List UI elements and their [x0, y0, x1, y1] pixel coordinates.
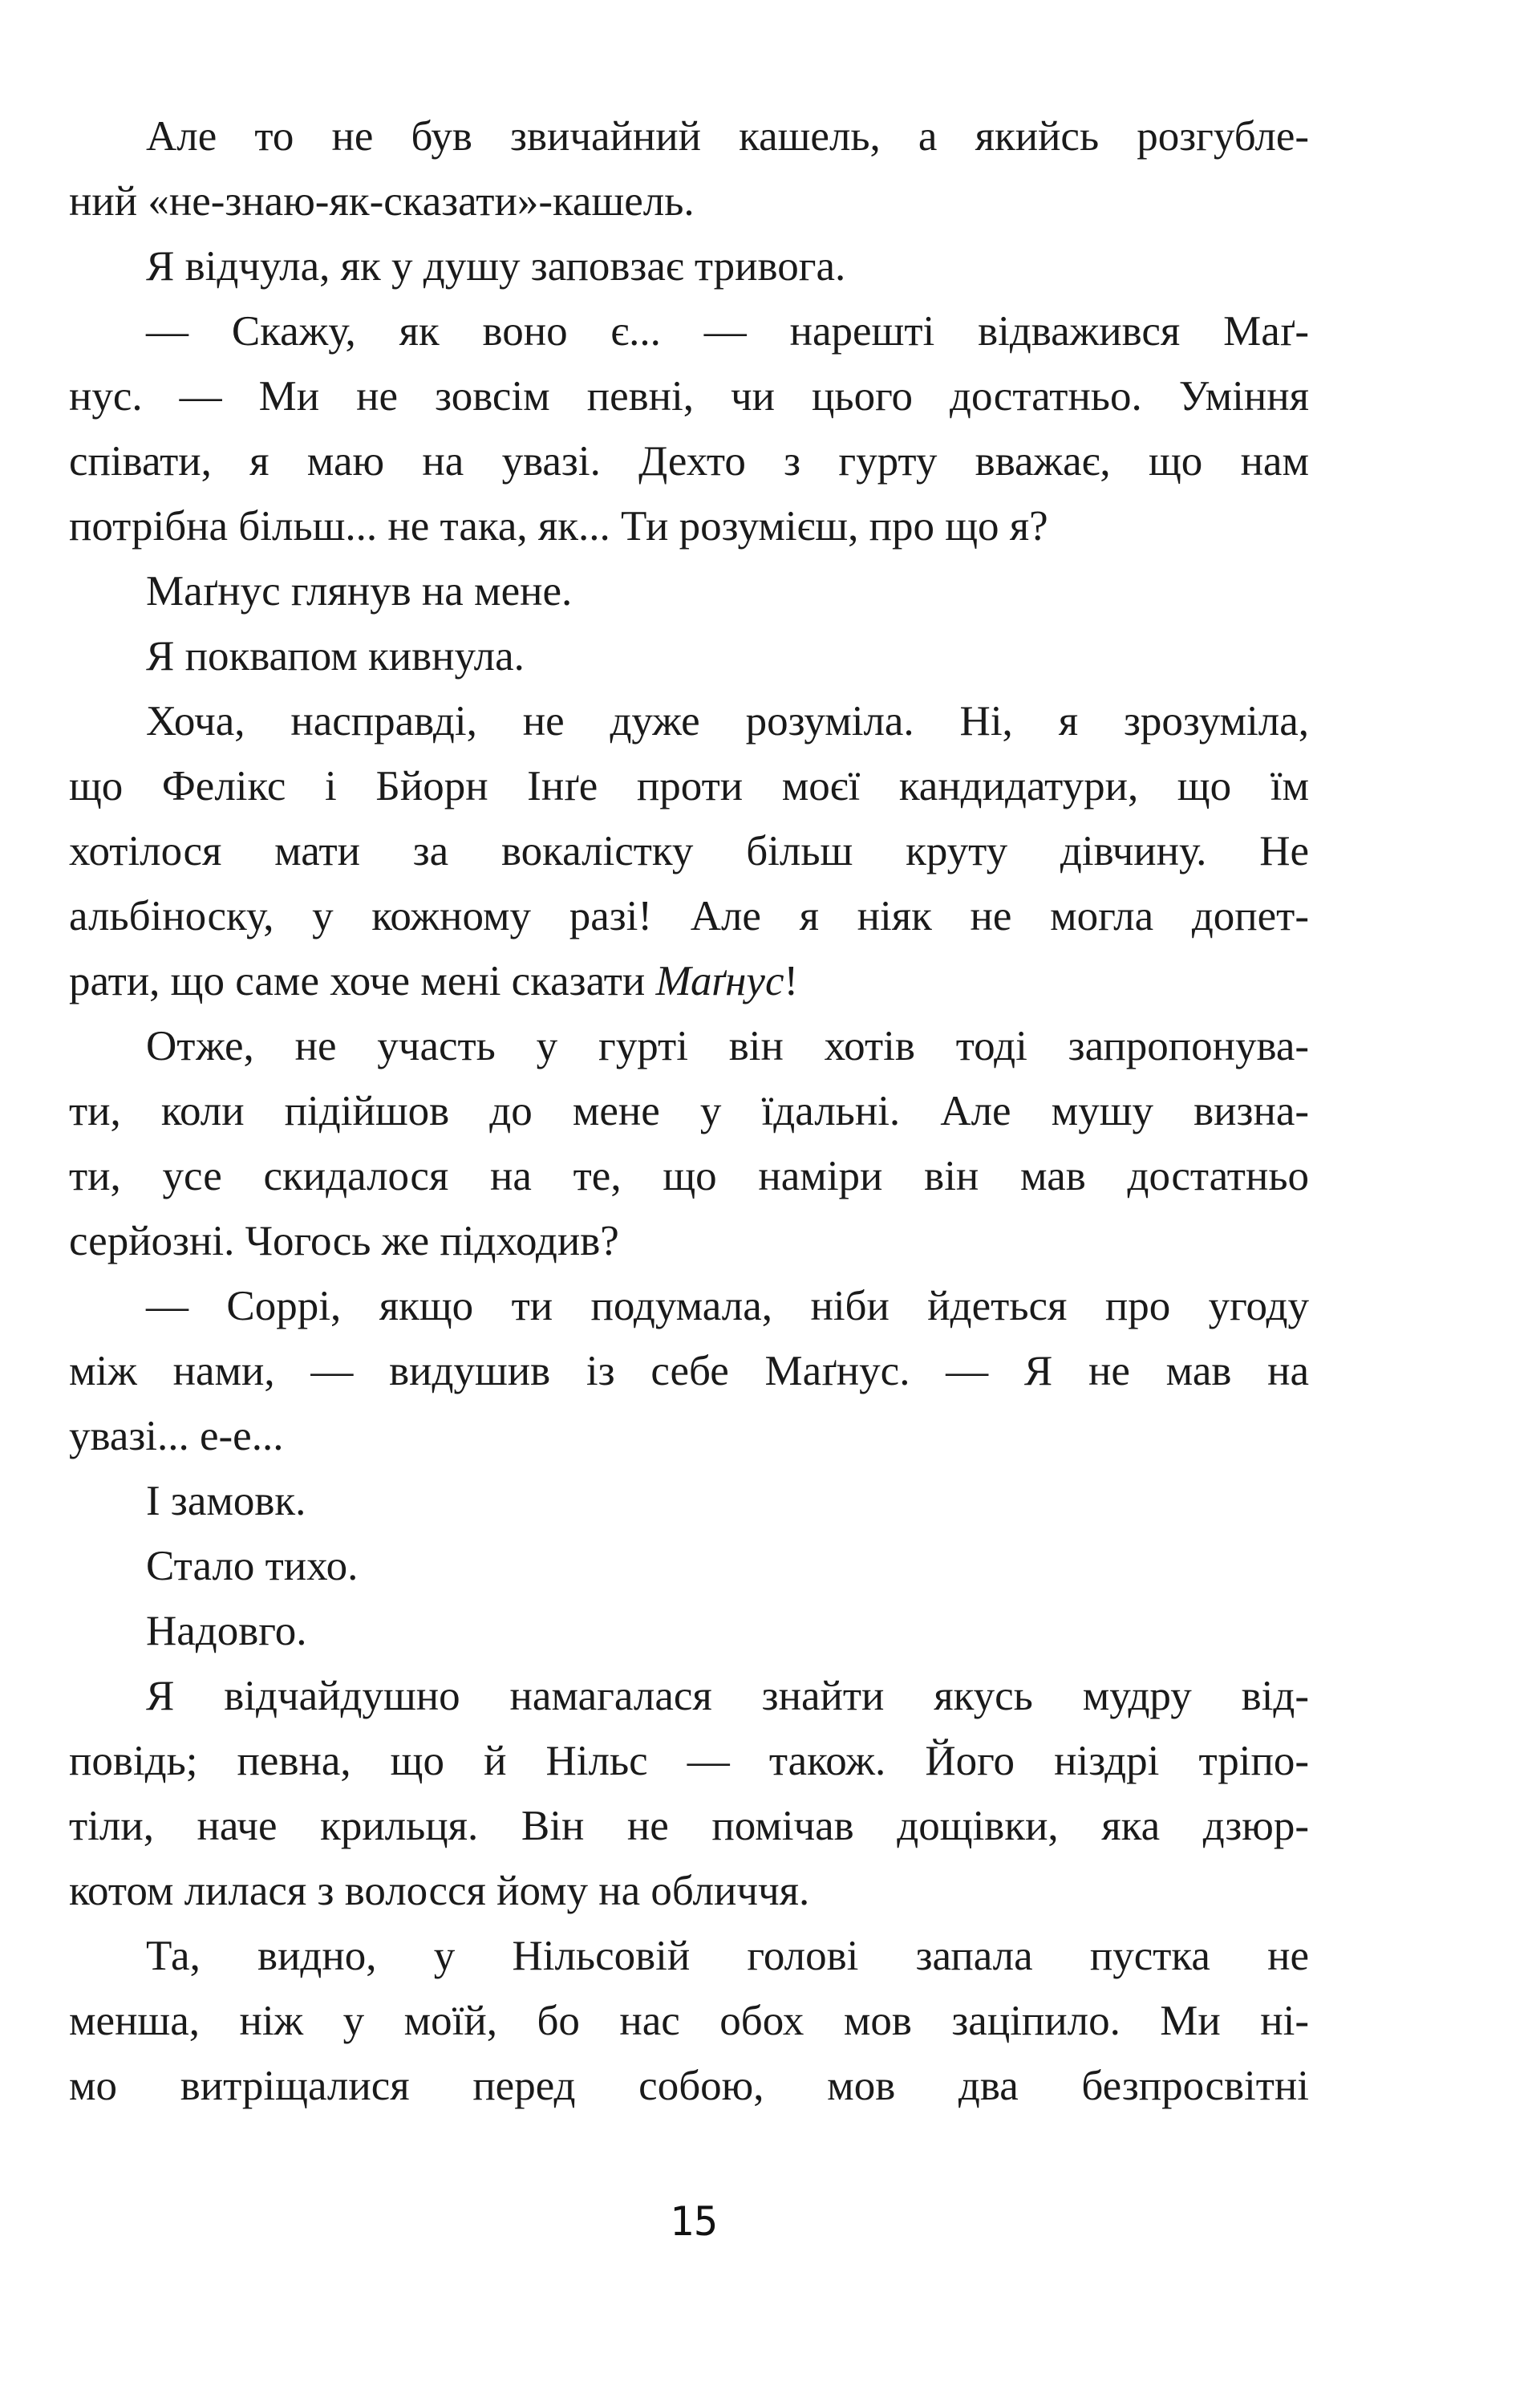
text-line: співати, я маю на увазі. Дехто з гурту вважає, що нам [69, 438, 1309, 485]
text-line: тіли, наче крильця. Він не помічав дощівки, яка дзюр- [69, 1803, 1309, 1849]
text-line: альбіноску, у кожному разі! Але я ніяк не могла допет- [69, 893, 1309, 939]
text-line: між нами, — видушив із себе Маґнус. — Я не мав на [69, 1348, 1309, 1394]
text-line: хотілося мати за вокалістку більш круту дівчину. Не [69, 828, 1309, 874]
text-segment: ! [784, 958, 799, 1004]
italic-name: Маґнус [655, 958, 784, 1004]
text-line: що Фелікс і Бйорн Інґе проти моєї кандидатури, що їм [69, 763, 1309, 809]
text-line: Я поквапом кивнула. [146, 633, 525, 680]
text-line: І замовк. [146, 1478, 306, 1524]
text-line: — Скажу, як воно є... — нарешті відважився Маґ- [146, 308, 1309, 355]
text-line: ти, усе скидалося на те, що наміри він мав достатньо [69, 1153, 1309, 1199]
text-line: ний «не-знаю-як-сказати»-кашель. [69, 178, 695, 225]
text-line: Та, видно, у Нільсовій голові запала пустка не [146, 1933, 1309, 1979]
text-line: Хоча, насправді, не дуже розуміла. Ні, я зрозуміла, [146, 698, 1309, 745]
text-line: Я відчайдушно намагалася знайти якусь мудру від- [146, 1673, 1309, 1719]
text-line: котом лилася з волосся йому на обличчя. [69, 1868, 810, 1914]
text-line: повідь; певна, що й Нільс — також. Його ніздрі тріпо- [69, 1738, 1309, 1784]
page-body-text [69, 104, 1309, 2119]
text-line: — Соррі, якщо ти подумала, ніби йдеться про угоду [146, 1283, 1309, 1329]
text-line: Маґнус глянув на мене. [146, 568, 573, 615]
text-line: нус. — Ми не зовсім певні, чи цього достатньо. Уміння [69, 373, 1309, 420]
text-line: потрібна більш... не така, як... Ти розумієш, про що я? [69, 503, 1048, 550]
text-line: Стало тихо. [146, 1543, 359, 1589]
text-line [69, 949, 1309, 1014]
text-line: мо витріщалися перед собою, мов два безпросвітні [69, 2063, 1309, 2109]
page-number: 15 [669, 2198, 719, 2245]
text-line: Я відчула, як у душу заповзає тривога. [146, 243, 846, 290]
text-line: серйозні. Чогось же підходив? [69, 1218, 619, 1264]
text-line: менша, ніж у моїй, бо нас обох мов заціпило. Ми ні- [69, 1998, 1309, 2044]
text-line: ти, коли підійшов до мене у їдальні. Але мушу визна- [69, 1088, 1309, 1134]
text-line: Надовго. [146, 1608, 307, 1654]
text-line: увазі... е-е... [69, 1413, 284, 1459]
text-segment: рати, що саме хоче мені сказати [69, 958, 656, 1004]
text-line: Але то не був звичайний кашель, а якийсь розгубле- [146, 113, 1309, 160]
text-line: Отже, не участь у гурті він хотів тоді запропонува- [146, 1023, 1309, 1069]
